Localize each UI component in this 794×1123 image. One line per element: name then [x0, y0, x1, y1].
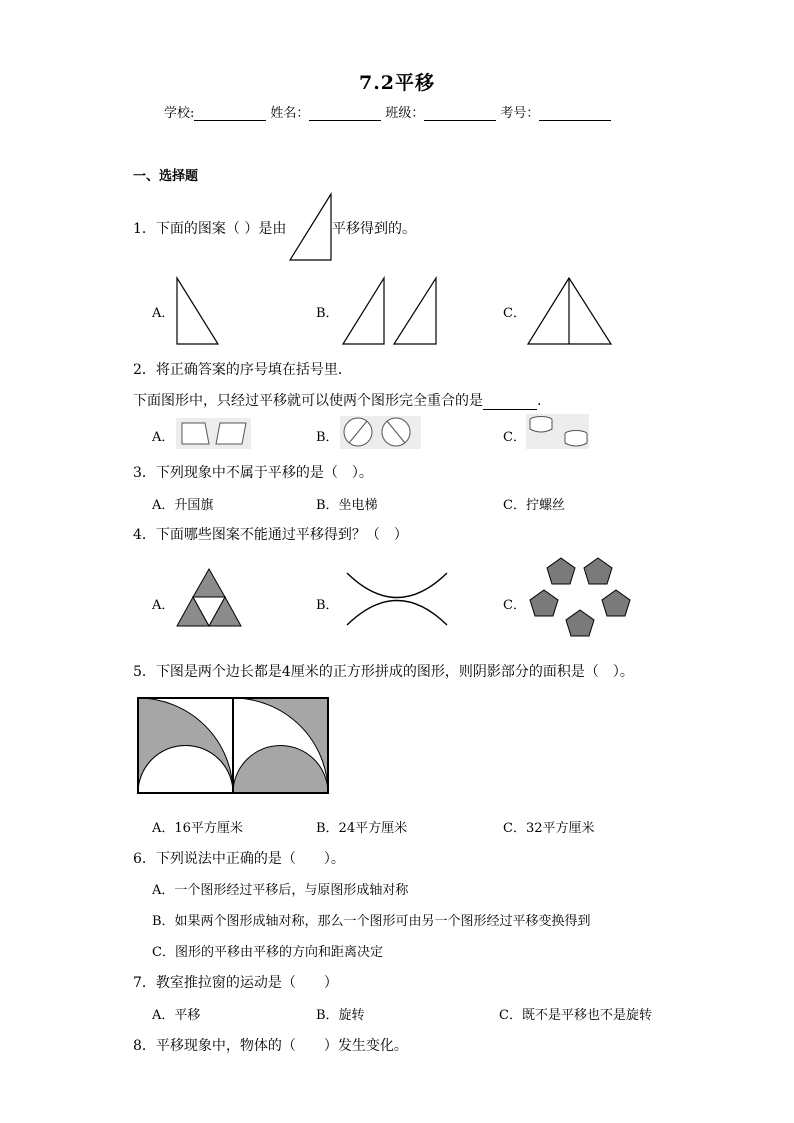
question-8 [133, 1035, 408, 1055]
question-text: 教室推拉窗的运动是（ ） [155, 975, 338, 991]
q3-option-b[interactable]: B．坐电梯 [316, 498, 378, 513]
question-3 [133, 462, 373, 482]
q2-option-c[interactable]: C． [503, 430, 526, 445]
question-number: 7． [133, 975, 156, 991]
question-number: 3． [133, 465, 156, 481]
question-2-line2 [133, 390, 541, 410]
class-blank[interactable] [424, 106, 496, 121]
school-label: 学校: [164, 106, 195, 121]
q5-option-c[interactable]: C．32平方厘米 [503, 821, 595, 836]
question-number: 8． [133, 1038, 156, 1054]
q2-option-a-figure [176, 418, 252, 450]
question-5 [133, 661, 634, 681]
q7-option-b[interactable]: B．旋转 [316, 1008, 365, 1023]
question-text-end: . [537, 393, 542, 409]
q1-source-triangle [288, 192, 334, 262]
q2-option-b-figure [340, 416, 422, 450]
q3-option-c[interactable]: C．拧螺丝 [503, 498, 565, 513]
q1-option-b-figure [341, 276, 439, 346]
question-1 [133, 218, 286, 238]
q5-figure [137, 697, 331, 795]
question-2 [133, 359, 352, 379]
question-text: 下面哪些图案不能通过平移得到？（ ） [155, 527, 408, 543]
q3-option-a[interactable]: A．升国旗 [152, 498, 214, 513]
question-text: 下面的图案（ ）是由 [155, 221, 287, 237]
question-text: 下图是两个边长都是4厘米的正方形拼成的图形，则阴影部分的面积是（ ）。 [155, 664, 634, 680]
question-1-tail: 平移得到的。 [332, 221, 416, 237]
question-text: 下列说法中正确的是（ ）。 [155, 851, 345, 867]
question-text: 将正确答案的序号填在括号里． [155, 362, 352, 378]
student-info-line [162, 102, 613, 121]
exam-number-blank[interactable] [539, 106, 611, 121]
q2-option-c-figure [526, 414, 592, 450]
q4-option-a-figure [176, 568, 244, 628]
q5-option-a[interactable]: A．16平方厘米 [152, 821, 243, 836]
question-text: 平移现象中，物体的（ ）发生变化。 [155, 1038, 408, 1054]
q1-option-a[interactable]: A． [152, 306, 175, 321]
q4-option-b-figure [344, 570, 450, 628]
question-number: 1． [133, 221, 156, 237]
q6-option-a[interactable]: A．一个图形经过平移后，与原图形成轴对称 [152, 883, 409, 898]
q4-option-c[interactable]: C． [503, 598, 526, 613]
q1-option-c-figure [526, 276, 614, 346]
question-number: 4． [133, 527, 156, 543]
q7-option-a[interactable]: A．平移 [152, 1008, 201, 1023]
question-7 [133, 972, 338, 992]
q1-option-c[interactable]: C． [503, 306, 526, 321]
question-number: 2． [133, 362, 156, 378]
question-text: 下面图形中，只经过平移就可以使两个图形完全重合的是 [133, 393, 483, 409]
q4-option-a[interactable]: A． [152, 598, 175, 613]
question-6 [133, 848, 345, 868]
question-number: 5． [133, 664, 156, 680]
question-4 [133, 524, 408, 544]
q1-option-b[interactable]: B． [316, 306, 339, 321]
name-label: 姓名： [270, 106, 310, 121]
q5-option-b[interactable]: B．24平方厘米 [316, 821, 408, 836]
school-blank[interactable] [194, 106, 266, 121]
q2-option-a[interactable]: A． [152, 430, 175, 445]
q7-option-c[interactable]: C．既不是平移也不是旋转 [499, 1008, 652, 1023]
section-title: 一、选择题 [133, 169, 199, 184]
q4-option-c-figure [528, 556, 638, 646]
question-number: 6． [133, 851, 156, 867]
page-title: 7.2平移 [358, 72, 436, 94]
question-text: 下列现象中不属于平移的是（ ）。 [155, 465, 373, 481]
q6-option-b[interactable]: B．如果两个图形成轴对称，那么一个图形可由另一个图形经过平移变换得到 [152, 914, 591, 929]
q6-option-c[interactable]: C．图形的平移由平移的方向和距离决定 [152, 945, 383, 960]
name-blank[interactable] [309, 106, 381, 121]
q1-option-a-figure [175, 276, 221, 346]
q2-option-b[interactable]: B． [316, 430, 339, 445]
exam-number-label: 考号： [500, 106, 540, 121]
q4-option-b[interactable]: B． [316, 598, 339, 613]
class-label: 班级： [385, 106, 425, 121]
answer-blank[interactable] [483, 395, 537, 410]
